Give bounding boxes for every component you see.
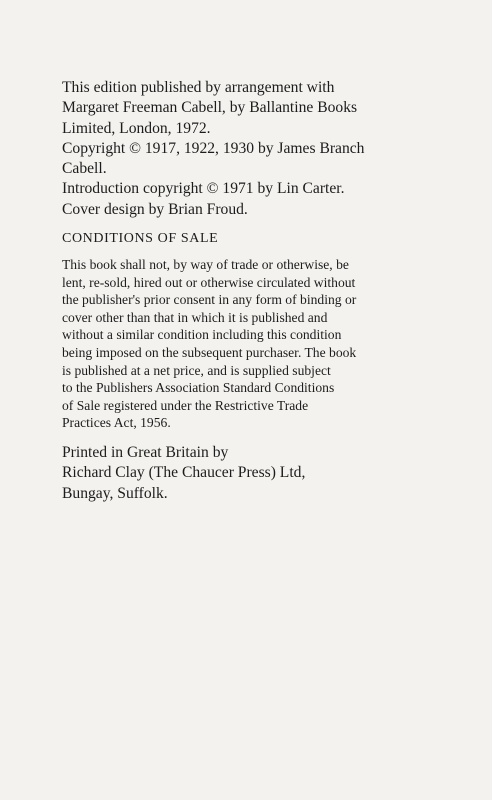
- printer-line: Richard Clay (The Chaucer Press) Ltd,: [62, 464, 306, 482]
- edition-line: Margaret Freeman Cabell, by Ballantine Books: [62, 99, 358, 117]
- conditions-line: the publisher's prior consent in any form of binding or: [62, 292, 357, 308]
- conditions-line: is published at a net price, and is supplied subject: [62, 362, 331, 378]
- edition-notice: [62, 78, 462, 220]
- edition-line: Copyright © 1917, 1922, 1930 by James Branch: [62, 139, 365, 157]
- printer-line: Bungay, Suffolk.: [62, 484, 168, 502]
- printer-line: Printed in Great Britain by: [62, 444, 229, 461]
- conditions-line: This book shall not, by way of trade or otherwise, be: [62, 257, 349, 272]
- edition-line: Cover design by Brian Froud.: [62, 200, 248, 218]
- conditions-line: cover other than that in which it is published and: [62, 309, 328, 325]
- conditions-line: lent, re-sold, hired out or otherwise circulated without: [62, 274, 356, 290]
- printer-notice: [62, 443, 462, 504]
- conditions-line: being imposed on the subsequent purchaser. The book: [62, 344, 357, 360]
- conditions-line: Practices Act, 1956.: [62, 415, 171, 431]
- edition-line: Introduction copyright © 1971 by Lin Carter.: [62, 180, 345, 198]
- conditions-of-sale-text: [62, 256, 482, 432]
- conditions-line: to the Publishers Association Standard Conditions: [62, 380, 335, 396]
- edition-line: This edition published by arrangement with: [62, 79, 335, 96]
- edition-line: Cabell.: [62, 160, 107, 178]
- conditions-line: without a similar condition including this condition: [62, 327, 342, 343]
- conditions-line: of Sale registered under the Restrictive Trade: [62, 397, 309, 413]
- edition-line: Limited, London, 1972.: [62, 119, 211, 137]
- conditions-heading: CONDITIONS OF SALE: [62, 231, 219, 246]
